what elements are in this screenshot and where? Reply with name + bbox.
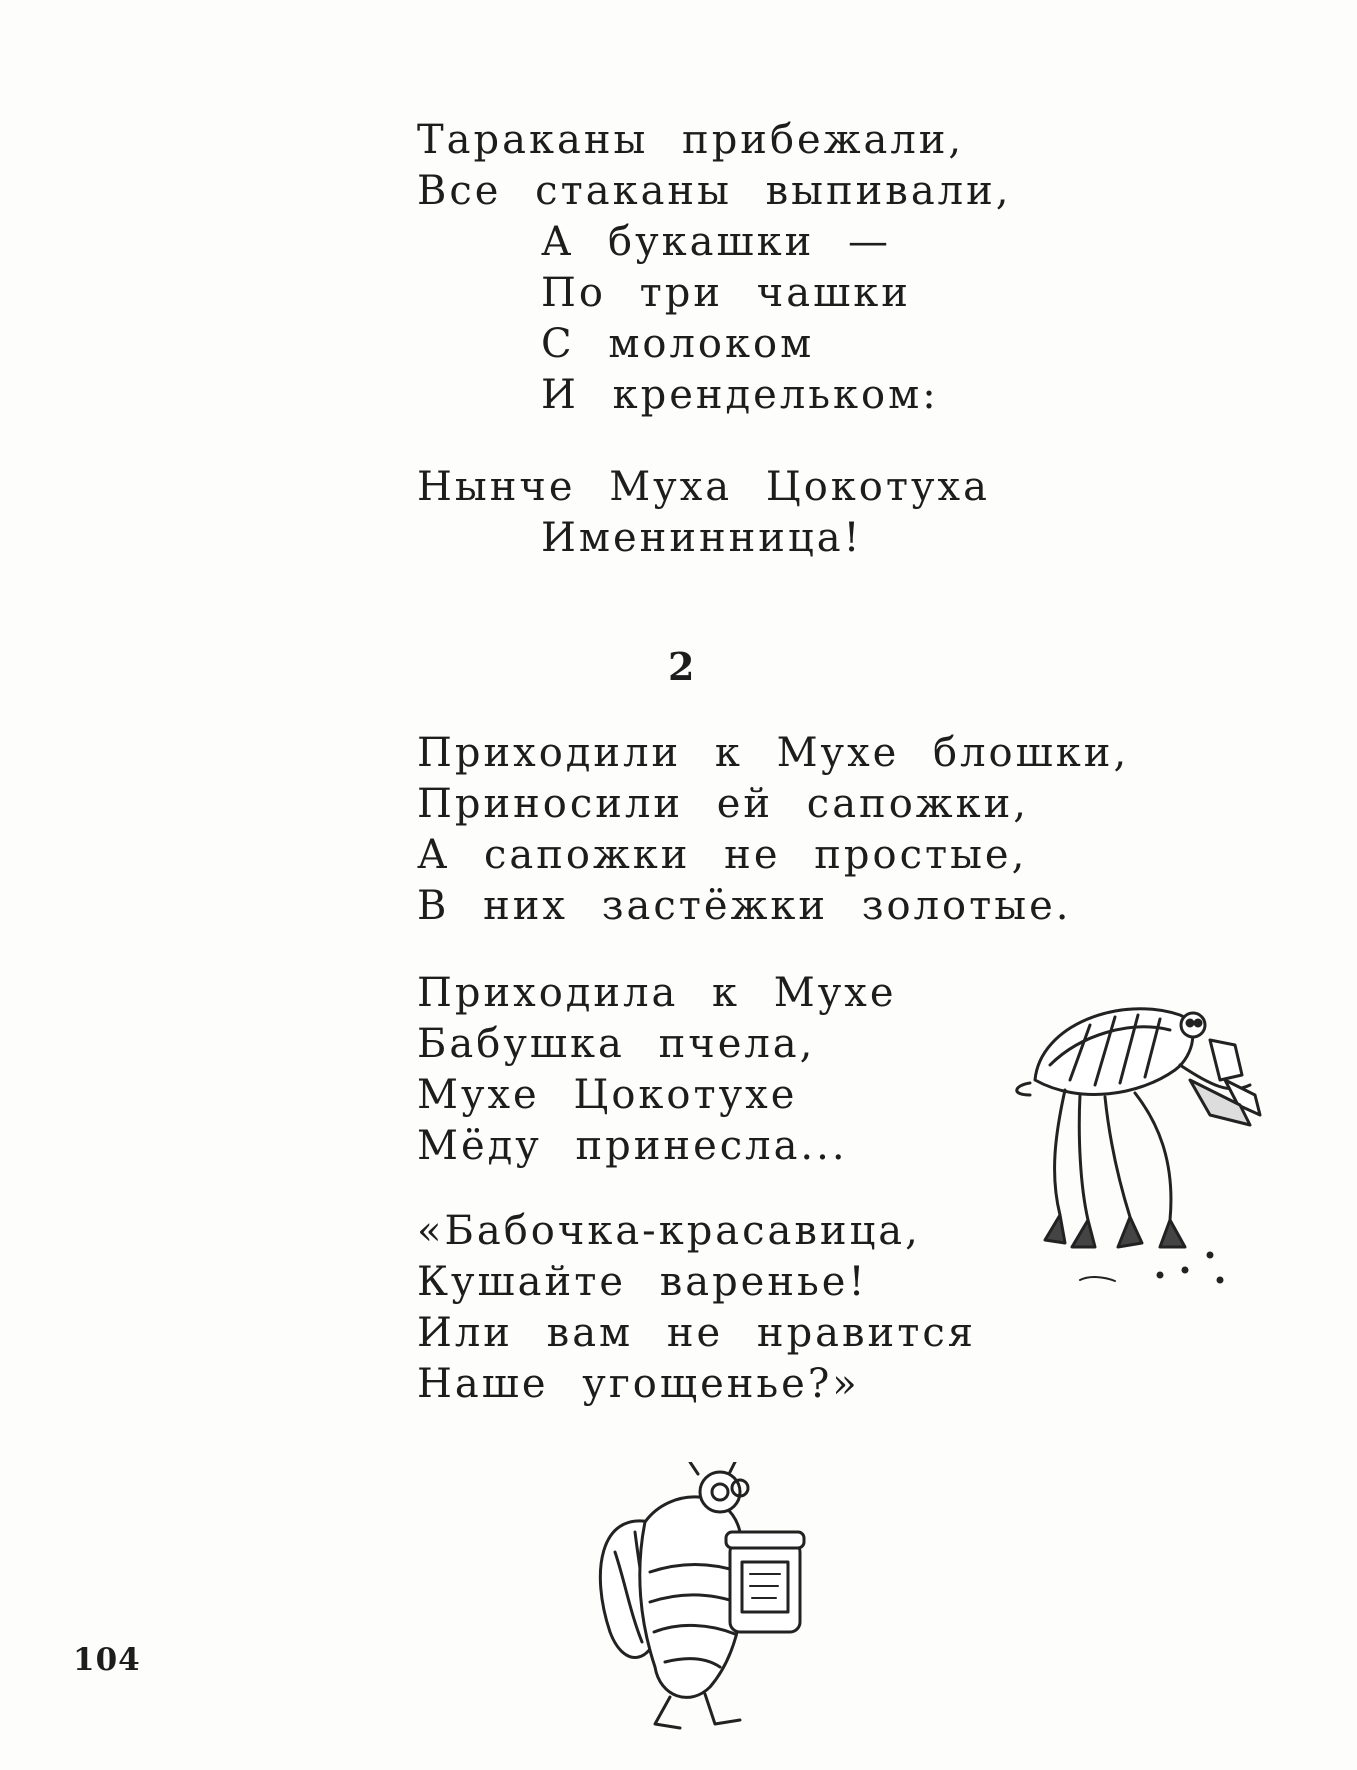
stanza-5 [417, 1206, 976, 1410]
poem-line: «Бабочка-красавица, [417, 1208, 921, 1254]
poem-line: Все стаканы выпивали, [417, 168, 1012, 214]
poem-line: А букашки — [541, 219, 892, 265]
poem-line: Именинница! [541, 515, 863, 561]
poem-line: Приходила к Мухе [417, 970, 897, 1016]
poem-line: Приходили к Мухе блошки, [417, 730, 1130, 776]
page-number: 104 [73, 1642, 141, 1678]
poem-line: Мухе Цокотухе [417, 1072, 798, 1118]
stanza-4 [417, 968, 897, 1172]
poem-line: По три чашки [541, 270, 911, 316]
stanza-1 [417, 115, 1011, 421]
flea-illustration [1010, 985, 1300, 1285]
poem-line: Наше угощенье?» [417, 1361, 860, 1407]
poem-line: Тараканы прибежали, [417, 117, 965, 163]
poem-line: Кушайте варенье! [417, 1259, 868, 1305]
stanza-3 [417, 728, 1129, 932]
poem-line: Приносили ей сапожки, [417, 781, 1029, 827]
poem-line: В них застёжки золотые. [417, 883, 1072, 929]
poem-line: Или вам не нравится [417, 1310, 976, 1356]
stanza-2 [417, 462, 990, 564]
poem-line: Мёду принесла... [417, 1123, 848, 1169]
poem-line: Бабушка пчела, [417, 1021, 816, 1067]
bee-illustration [580, 1462, 825, 1737]
section-number: 2 [668, 644, 695, 689]
poem-line: С молоком [541, 321, 815, 367]
poem-line: Нынче Муха Цокотуха [417, 464, 990, 510]
poem-line: И крендельком: [541, 372, 939, 418]
poem-line: А сапожки не простые, [417, 832, 1028, 878]
